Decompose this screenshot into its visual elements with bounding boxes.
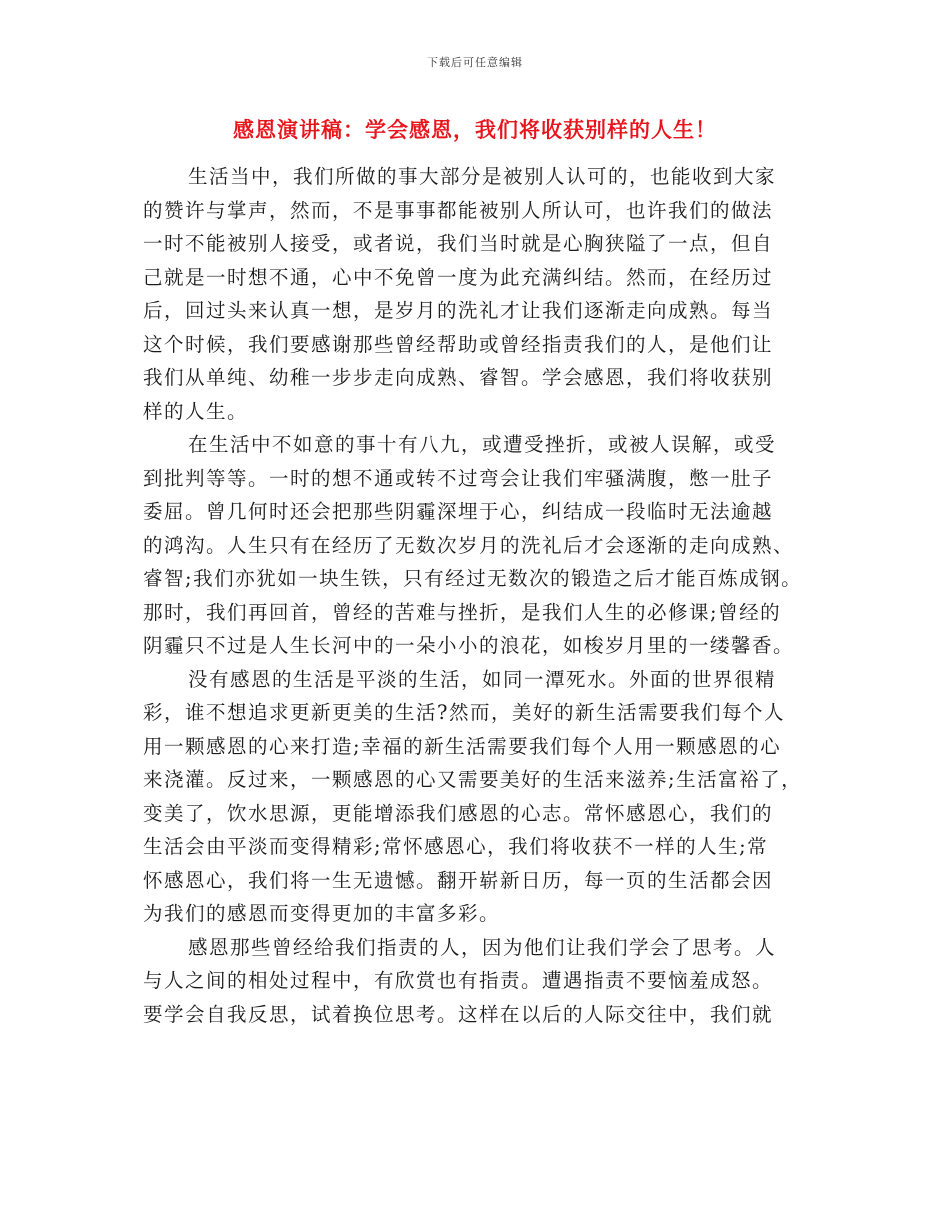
paragraph-line: 到批判等等。一时的想不通或转不过弯会让我们牢骚满腹，憋一肚子 <box>143 466 774 490</box>
paragraph-line: 要学会自我反思，试着换位思考。这样在以后的人际交往中，我们就 <box>143 1002 774 1026</box>
paragraph-line: 的赞许与掌声，然而，不是事事都能被别人所认可，也许我们的做法 <box>143 198 774 222</box>
paragraph-line: 一时不能被别人接受，或者说，我们当时就是心胸狭隘了一点，但自 <box>143 232 774 255</box>
paragraph-line: 己就是一时想不通，心中不免曾一度为此充满纠结。然而，在经历过 <box>143 265 774 289</box>
paragraph-line: 变美了，饮水思源，更能增添我们感恩的心志。常怀感恩心，我们的 <box>143 801 774 825</box>
paragraph-line: 与人之间的相处过程中，有欣赏也有指责。遭遇指责不要恼羞成怒。 <box>143 969 774 992</box>
paragraph-line: 的鸿沟。人生只有在经历了无数次岁月的洗礼后才会逐渐的走向成熟、 <box>143 533 795 557</box>
page-title: 感恩演讲稿：学会感恩，我们将收获别样的人生！ <box>233 117 717 142</box>
paragraph-line: 我们从单纯、幼稚一步步走向成熟、睿智。学会感恩，我们将收获别 <box>143 366 774 389</box>
header-note: 下载后可任意编辑 <box>427 56 523 69</box>
paragraph-line: 用一颗感恩的心来打造;幸福的新生活需要我们每个人用一颗感恩的心 <box>143 734 782 758</box>
paragraph-line: 委屈。曾几何时还会把那些阴霾深埋于心，纠结成一段临时无法逾越 <box>143 500 774 523</box>
paragraph-line: 这个时候，我们要感谢那些曾经帮助或曾经指责我们的人，是他们让 <box>143 332 774 356</box>
paragraph-line: 那时，我们再回首，曾经的苦难与挫折，是我们人生的必修课;曾经的 <box>143 600 782 624</box>
paragraph-line: 后，回过头来认真一想，是岁月的洗礼才让我们逐渐走向成熟。每当 <box>143 299 774 322</box>
paragraph-line: 生活当中，我们所做的事大部分是被别人认可的，也能收到大家 <box>188 165 777 188</box>
paragraph-line: 生活会由平淡而变得精彩;常怀感恩心，我们将收获不一样的人生;常 <box>143 835 769 858</box>
paragraph-line: 为我们的感恩而变得更加的丰富多彩。 <box>143 902 501 925</box>
paragraph-line: 在生活中不如意的事十有八九，或遭受挫折，或被人误解，或受 <box>188 433 777 456</box>
document-body <box>143 160 823 1031</box>
paragraph-line: 样的人生。 <box>143 399 249 423</box>
paragraph-line: 睿智;我们亦犹如一块生铁，只有经过无数次的锻造之后才能百炼成钢。 <box>143 567 803 590</box>
paragraph-line: 彩，谁不想追求更新更美的生活?然而，美好的新生活需要我们每个人 <box>143 701 785 724</box>
paragraph-line: 怀感恩心，我们将一生无遗憾。翻开崭新日历，每一页的生活都会因 <box>143 868 774 892</box>
paragraph-line: 没有感恩的生活是平淡的生活，如同一潭死水。外面的世界很精 <box>188 667 777 691</box>
paragraph-line: 感恩那些曾经给我们指责的人，因为他们让我们学会了思考。人 <box>188 935 777 959</box>
paragraph-line: 阴霾只不过是人生长河中的一朵小小的浪花，如梭岁月里的一缕馨香。 <box>143 634 795 657</box>
paragraph-line: 来浇灌。反过来，一颗感恩的心又需要美好的生活来滋养;生活富裕了， <box>143 768 803 791</box>
